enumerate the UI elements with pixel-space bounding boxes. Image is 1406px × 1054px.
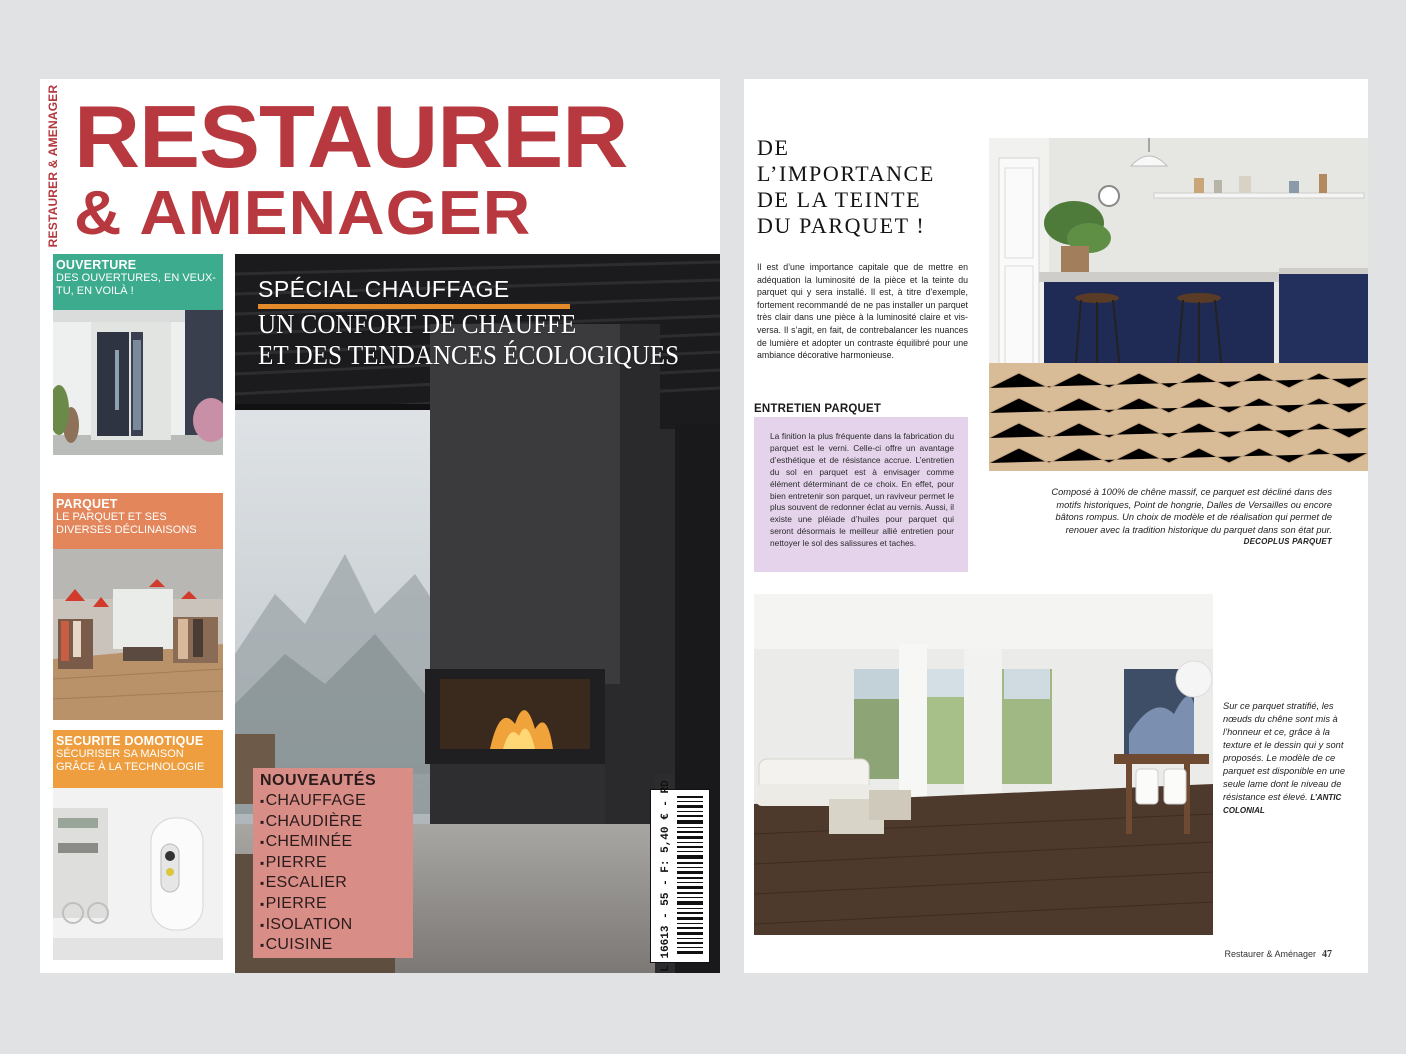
door-photo bbox=[53, 310, 223, 455]
side-box-securite bbox=[53, 730, 223, 960]
side-box-title: SECURITE DOMOTIQUE bbox=[56, 734, 204, 748]
article-page bbox=[744, 79, 1368, 973]
masthead-line2: & AMENAGER bbox=[74, 179, 532, 248]
barcode-text: L 16613 - 55 - F: 5,40 € - RD bbox=[660, 780, 672, 972]
side-box-parquet bbox=[53, 493, 223, 720]
nouveautes-item: ▪ CUISINE bbox=[260, 935, 413, 956]
side-box-securite-header bbox=[53, 730, 223, 788]
masthead-line1: RESTAURER bbox=[74, 87, 628, 186]
nouveautes-box bbox=[253, 768, 413, 958]
nouveautes-item: ▪ ESCALIER bbox=[260, 873, 413, 894]
entretien-box: La finition la plus fréquente dans la fabrication du parquet est le verni. Celle-ci offre un avantage d’esthétique et de résistance accrue. L’entretien du sol en parquet est à envisager comme élément déterminant de ce choix. En effet, pour bien entretenir son parquet, un raviveur permet le plus souvent de redonner éclat au vernis. Aussi, il existe une pléiade d’huiles pour parquet qui seront désormais le meilleur allié entretien pour nettoyer le sol des salissures et taches. bbox=[754, 417, 968, 572]
nouveautes-item: ▪ ISOLATION bbox=[260, 915, 413, 936]
nouveautes-title: NOUVEAUTÉS bbox=[260, 772, 377, 789]
headline-line1: UN CONFORT DE CHAUFFE bbox=[258, 309, 577, 339]
caption-living-text: Sur ce parquet stratifié, les nœuds du chêne sont mis à l’honneur et ce, grâce à la texture et le dessin qui y sont proposés. Le modèle de ce parquet est disponible en une seule lame dont le niveau de résistance est élevé. bbox=[1223, 701, 1345, 802]
special-label: SPÉCIAL CHAUFFAGE bbox=[258, 276, 510, 302]
nouveautes-item: ▪ PIERRE bbox=[260, 894, 413, 915]
vertical-brand-text: RESTAURER & AMENAGER bbox=[46, 84, 60, 248]
page-number: 47 bbox=[1322, 949, 1332, 960]
article-title-line: L’IMPORTANCE bbox=[757, 161, 935, 186]
camera-photo bbox=[53, 788, 223, 960]
magazine-cover bbox=[40, 79, 720, 973]
article-intro: Il est d’une importance capitale que de mettre en adéquation la luminosité de la pièce et la teinte du parquet qui y sera installé. Il est, à titre d’exemple, fortement recommandé de ne pas installer un parquet très clair dans une pièce à la luminosité claire et vis-versa. Il s’agit, en fait, de contrebalancer les nuances de lumière et adopter un contraste équilibré pour une ambiance décorative harmonieuse. bbox=[757, 262, 968, 361]
caption-kitchen bbox=[1034, 486, 1332, 549]
side-box-subtitle: LE PARQUET ET SES DIVERSES DÉCLINAISONS bbox=[56, 511, 197, 536]
nouveautes-item: ▪ CHAUDIÈRE bbox=[260, 812, 413, 833]
article-title bbox=[757, 135, 977, 239]
barcode bbox=[650, 780, 710, 972]
caption-kitchen-text: Composé à 100% de chêne massif, ce parquet est décliné dans des motifs historiques, Point de hongrie, Dalles de Versailles ou encore bâtons rompus. Un choix de modèle et de réalisation qui permet de renouer avec la tradition historique du parquet dans son état pur. bbox=[1051, 487, 1332, 535]
side-box-subtitle: SÉCURISER SA MAISON GRÂCE À LA TECHNOLOGIE bbox=[56, 748, 205, 773]
nouveautes-item: ▪ CHEMINÉE bbox=[260, 832, 413, 853]
side-box-parquet-header bbox=[53, 493, 223, 549]
nouveautes-item: ▪ PIERRE bbox=[260, 853, 413, 874]
shop-photo bbox=[53, 549, 223, 720]
side-box-title: PARQUET bbox=[56, 497, 118, 511]
side-box-title: OUVERTURE bbox=[56, 258, 137, 272]
page-footer bbox=[1224, 949, 1332, 960]
caption-living-source: L’ANTIC COLONIAL bbox=[1223, 793, 1342, 815]
cover-headline bbox=[258, 276, 711, 371]
footer-label: Restaurer & Aménager bbox=[1224, 949, 1316, 959]
vertical-brand bbox=[43, 84, 63, 248]
side-box-ouverture-header bbox=[53, 254, 223, 310]
caption-kitchen-source: DECOPLUS PARQUET bbox=[1243, 537, 1332, 546]
caption-living bbox=[1223, 700, 1345, 817]
kitchen-photo bbox=[989, 138, 1368, 471]
nouveautes-item: ▪ CHAUFFAGE bbox=[260, 791, 413, 812]
entretien-heading: ENTRETIEN PARQUET bbox=[754, 403, 882, 415]
headline-line2: ET DES TENDANCES ÉCOLOGIQUES bbox=[258, 340, 680, 370]
side-box-subtitle: DES OUVERTURES, EN VEUX-TU, EN VOILÀ ! bbox=[56, 272, 216, 297]
article-title-line: DU PARQUET ! bbox=[757, 213, 926, 238]
article-title-line: DE bbox=[757, 135, 790, 160]
living-room-photo bbox=[754, 594, 1213, 935]
article-title-line: DE LA TEINTE bbox=[757, 187, 922, 212]
side-box-ouverture bbox=[53, 254, 223, 455]
